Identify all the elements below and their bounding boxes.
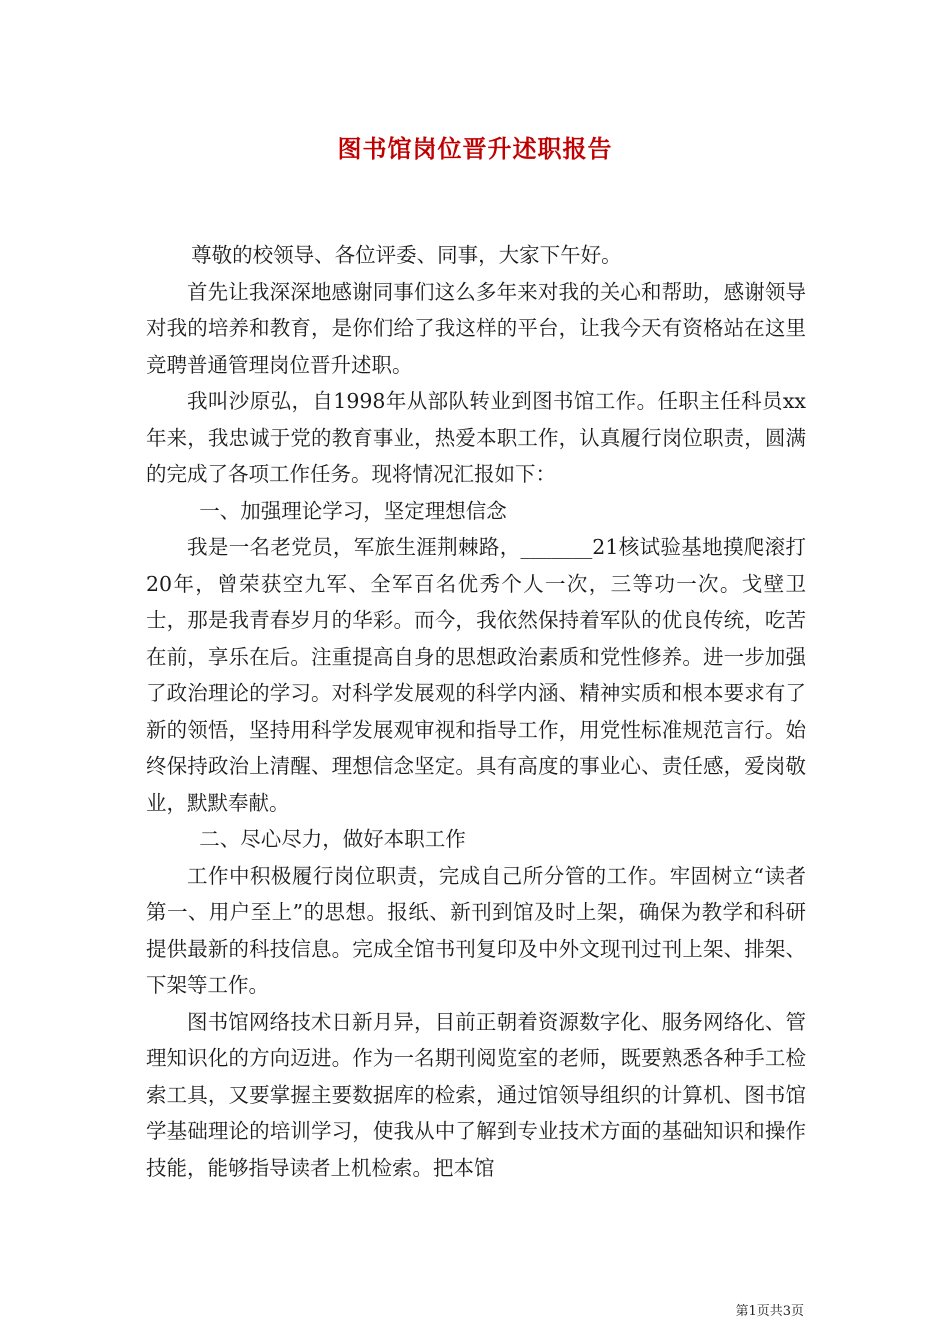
paragraph-greeting: 尊敬的校领导、各位评委、同事，大家下午好。	[191, 243, 622, 267]
paragraph-thanks: 首先让我深深地感谢同事们这么多年来对我的关心和帮助，感谢领导对我的培养和教育，是你们给了我这样的平台，让我今天有资格站在这里竞聘普通管理岗位晋升述职。	[146, 279, 806, 377]
paragraph-party-member: 我是一名老党员，军旅生涯荆棘路，_______21核试验基地摸爬滚打20年，曾荣获空九军、全军百名优秀个人一次，三等功一次。戈壁卫士，那是我青春岁月的华彩。而今，我依然保持着军队的优良传统，吃苦在前，享乐在后。注重提高自身的思想政治素质和党性修养。进一步加强了政治理论的学习。对科学发展观的科学内涵、精神实质和根本要求有了新的领悟，坚持用科学发展观审视和指导工作，用党性标准规范言行。始终保持政治上清醒、理想信念坚定。具有高度的事业心、责任感，爱岗敬业，默默奉献。	[146, 535, 806, 815]
paragraph-introduction: 我叫沙原弘，自1998年从部队转业到图书馆工作。任职主任科员xx年来，我忠诚于党的教育事业，热爱本职工作，认真履行岗位职责，圆满的完成了各项工作任务。现将情况汇报如下：	[146, 389, 806, 486]
document-body	[146, 237, 806, 1186]
section-heading-2: 二、尽心尽力，做好本职工作	[199, 827, 466, 851]
section-heading-1: 一、加强理论学习，坚定理想信念	[199, 498, 507, 523]
paragraph-network-tech: 图书馆网络技术日新月异，目前正朝着资源数字化、服务网络化、管理知识化的方向迈进。作为一名期刊阅览室的老师，既要熟悉各种手工检索工具，又要掌握主要数据库的检索，通过馆领导组织的计算机、图书馆学基础理论的培训学习，使我从中了解到专业技术方面的基础知识和操作技能，能够指导读者上机检索。把本馆	[146, 1009, 806, 1180]
paragraph-duties: 工作中积极履行岗位职责，完成自己所分管的工作。牢固树立“读者第一、用户至上”的思想。报纸、新刊到馆及时上架，确保为教学和科研提供最新的科技信息。完成全馆书刊复印及中外文现刊过刊上架、排架、下架等工作。	[146, 863, 806, 997]
document-title: 图书馆岗位晋升述职报告	[337, 134, 613, 163]
page-number: 第1页共3页	[735, 1304, 804, 1319]
